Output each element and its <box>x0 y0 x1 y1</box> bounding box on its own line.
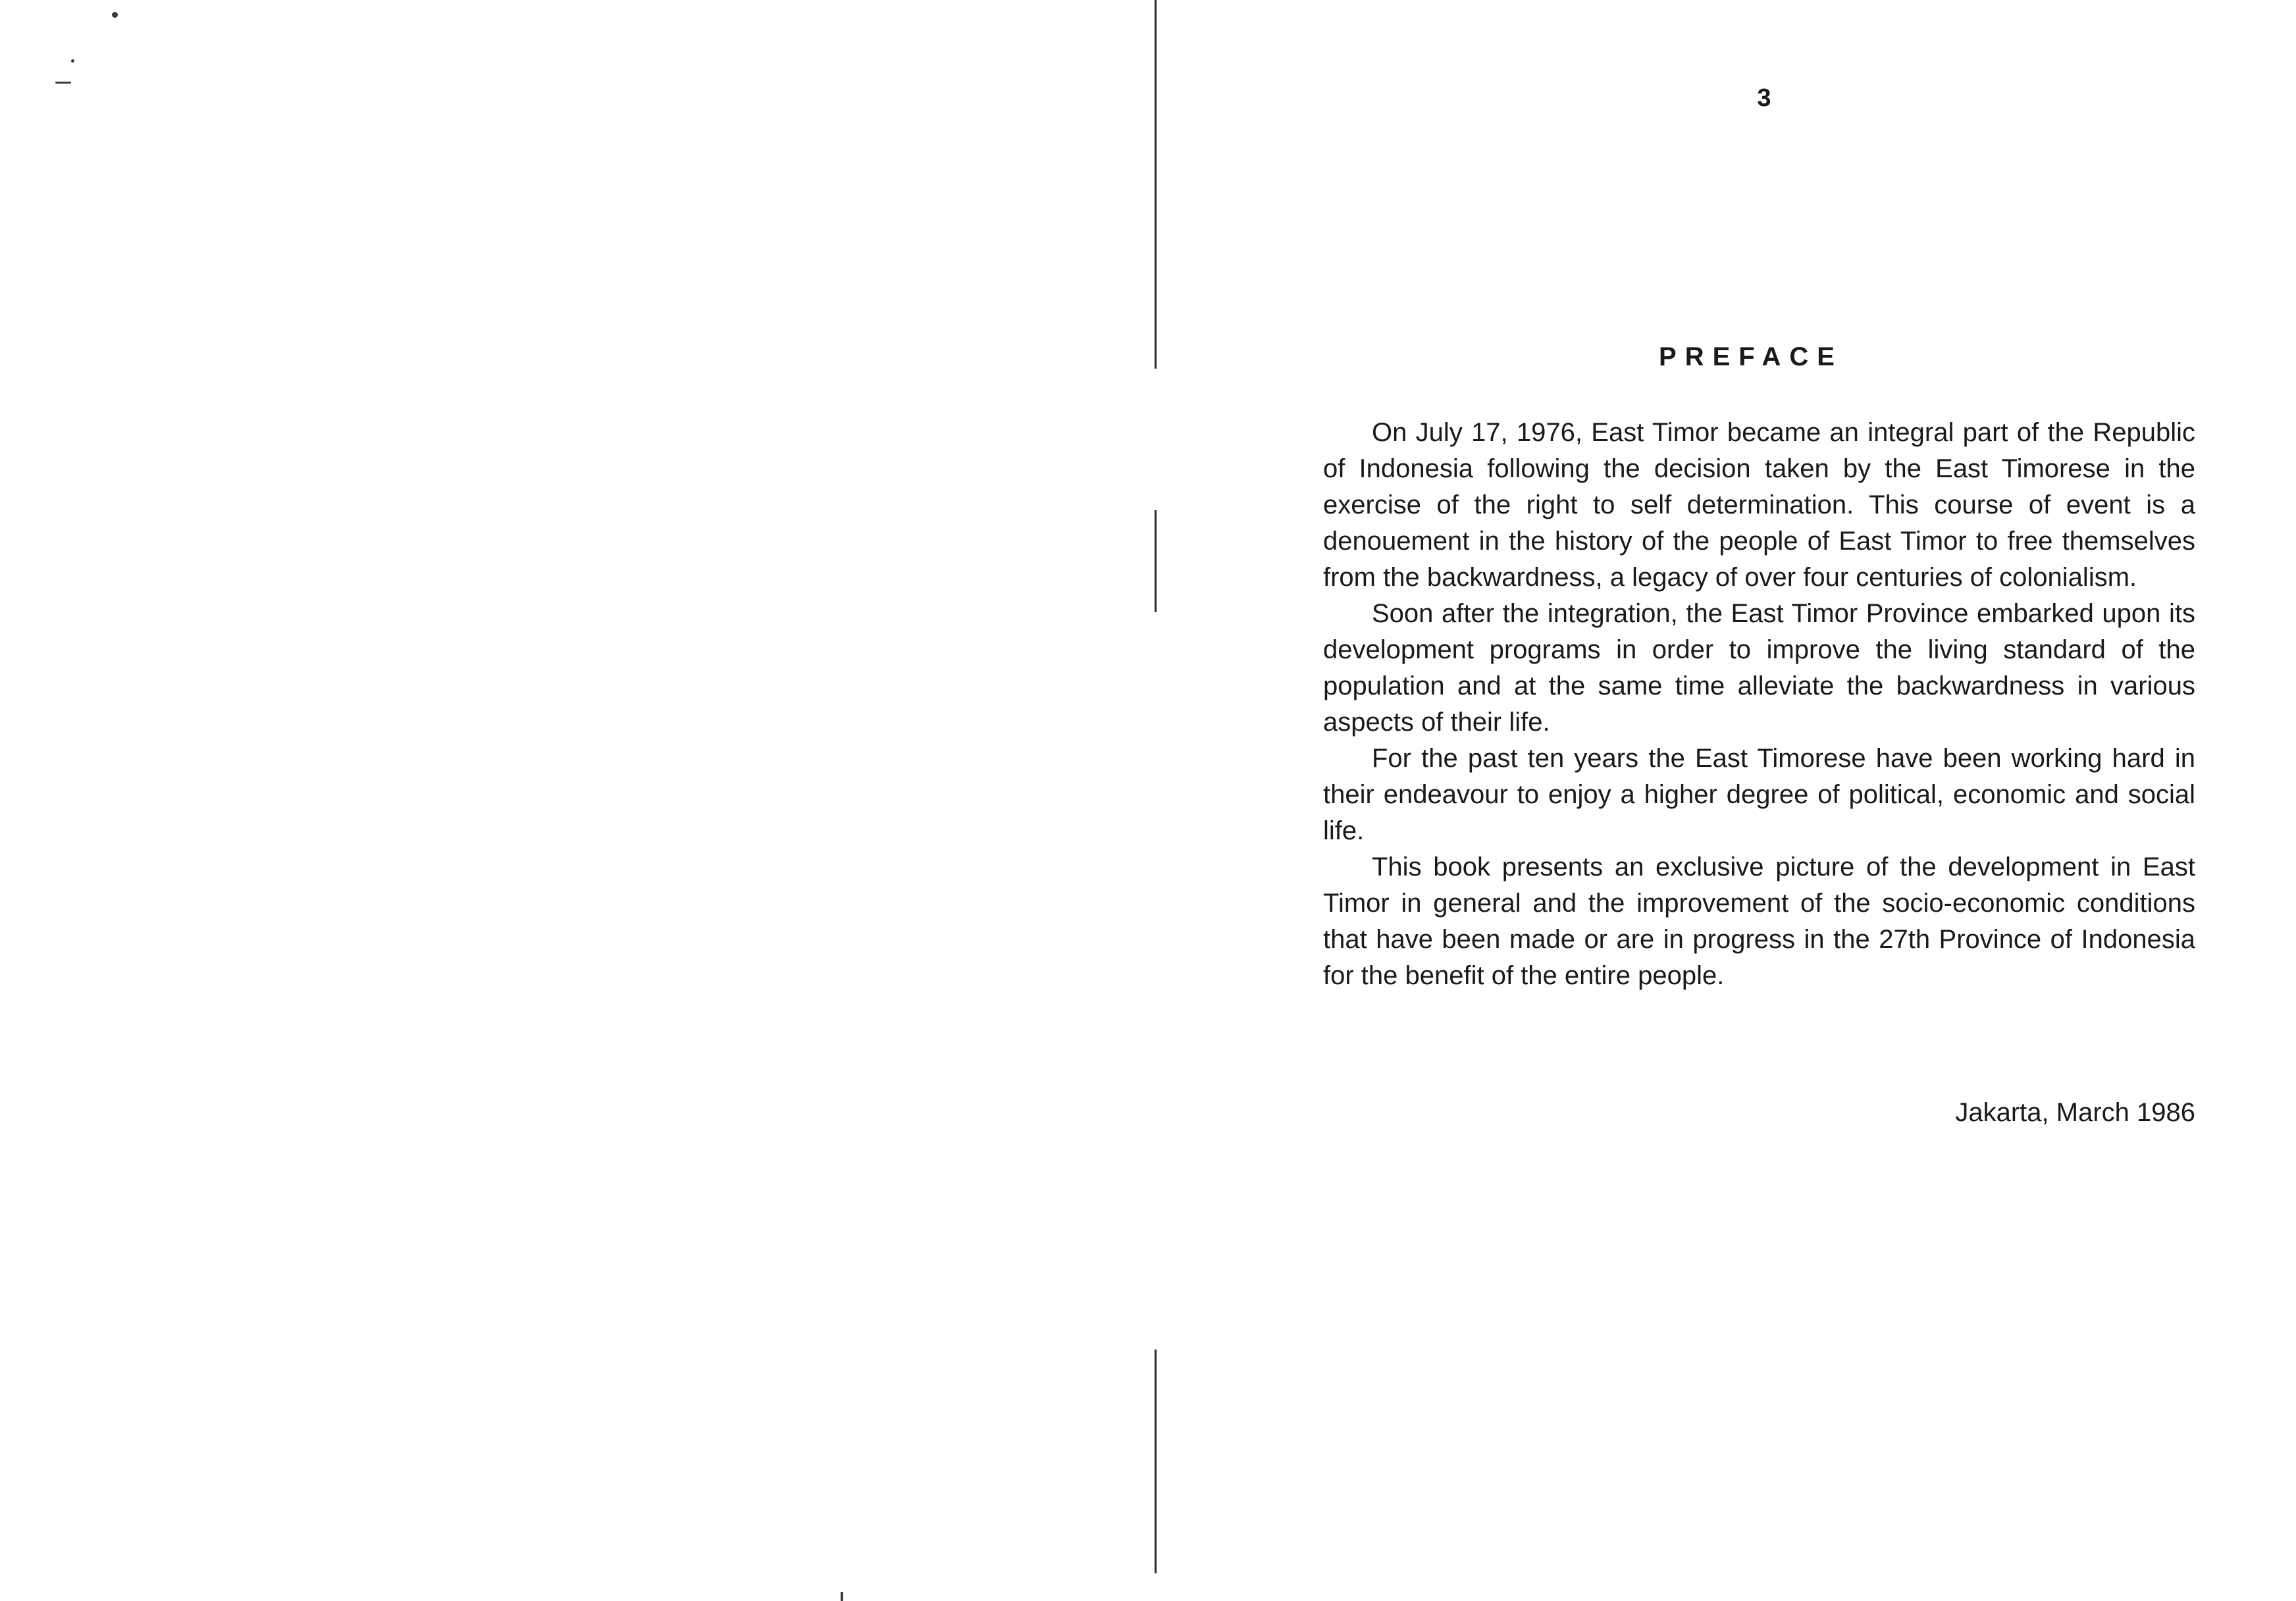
preface-paragraph-1: On July 17, 1976, East Timor became an integral part of the Republic of Indonesia following the decision taken by the East Timorese in the exercise of the right to self determination. This course of event is a denouement in the history of the people of East Timor to free themselves from the backwardness, a legacy of over four centuries of colonialism. <box>1323 418 2195 592</box>
gutter-line <box>1155 510 1157 612</box>
scan-speck <box>841 1592 843 1601</box>
place-date-signature: Jakarta, March 1986 <box>1955 1098 2195 1127</box>
preface-paragraph-2: Soon after the integration, the East Timor Province embarked upon its development programs in order to improve the living standard of the population and at the same time alleviate the backwardness in various aspects of their life. <box>1323 599 2195 737</box>
gutter-line <box>1155 1350 1157 1573</box>
preface-paragraph-3: For the past ten years the East Timorese have been working hard in their endeavour to enjoy a higher degree of political, economic and social life. <box>1323 744 2195 845</box>
scan-speck <box>112 12 118 18</box>
page-number: 3 <box>1757 84 1771 112</box>
scan-speck <box>55 82 71 84</box>
right-page <box>1159 0 2296 1601</box>
preface-paragraph-4: This book presents an exclusive picture of the development in East Timor in general and the improvement of the socio-economic conditions that have been made or are in progress in the 27th Province of Indonesia for the benefit of the entire people. <box>1323 853 2195 990</box>
page-title: PREFACE <box>1659 342 1843 371</box>
preface-body <box>1323 415 2195 994</box>
gutter-line <box>1155 0 1157 369</box>
scan-speck <box>71 59 74 63</box>
